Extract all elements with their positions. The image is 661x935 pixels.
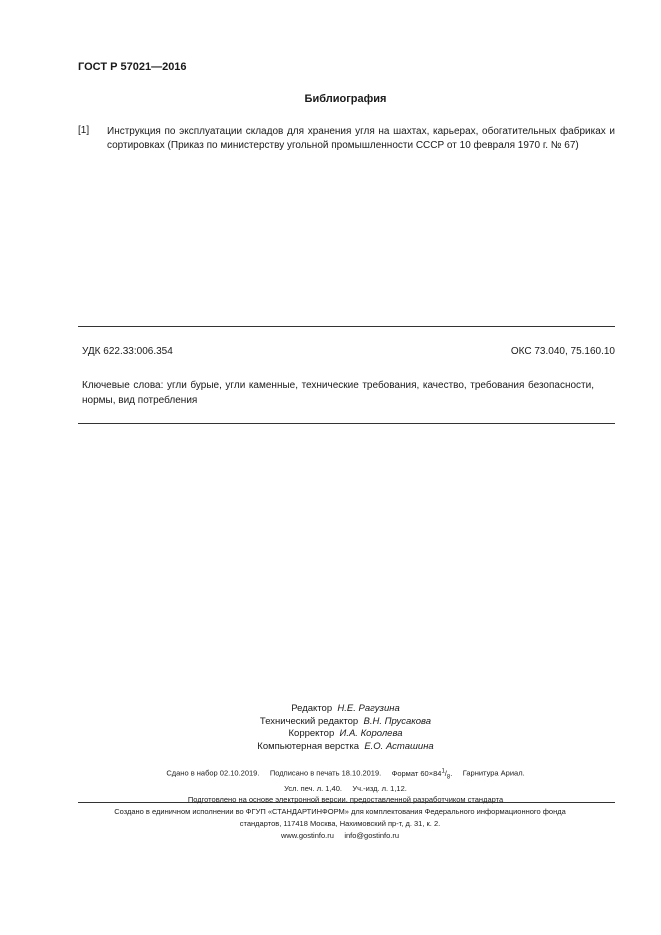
credit-proofreader bbox=[0, 728, 661, 741]
bibliography-item-number: [1] bbox=[78, 125, 90, 136]
credit-name: В.Н. Прусакова bbox=[363, 715, 432, 727]
credit-role: Редактор bbox=[291, 703, 333, 714]
typeface: Гарнитура Ариал. bbox=[462, 768, 525, 778]
publisher-sheets: Уч.-изд. л. 1,12. bbox=[352, 784, 407, 793]
footer-contacts bbox=[60, 830, 620, 842]
divider-top bbox=[78, 326, 615, 327]
footer bbox=[60, 806, 620, 842]
signed-date: Подписано в печать 18.10.2019. bbox=[269, 768, 382, 778]
credit-editor bbox=[0, 703, 661, 716]
udc-code: УДК 622.33:006.354 bbox=[82, 346, 173, 357]
oks-code: ОКС 73.040, 75.160.10 bbox=[510, 346, 615, 357]
credit-role: Компьютерная верстка bbox=[257, 740, 360, 752]
email-link[interactable]: info@gostinfo.ru bbox=[344, 831, 400, 840]
print-info-line-1 bbox=[0, 766, 661, 783]
prepared-note: Подготовлено на основе электронной версии, предоставленной разработчиком стандарта bbox=[187, 795, 504, 804]
print-sheets: Усл. печ. л. 1,40. bbox=[284, 784, 342, 793]
credits-block bbox=[0, 703, 661, 753]
print-info-line-2 bbox=[0, 783, 661, 794]
credit-tech-editor bbox=[0, 716, 661, 729]
credit-name: И.А. Королева bbox=[339, 728, 403, 739]
credit-role: Технический редактор bbox=[259, 715, 359, 727]
credit-name: Н.Е. Рагузина bbox=[337, 703, 400, 714]
bibliography-title: Библиография bbox=[304, 93, 387, 105]
keywords: Ключевые слова: угли бурые, угли каменные, технические требования, качество, требования безопасности, нормы, вид потребления bbox=[82, 380, 594, 406]
credit-name: Е.О. Асташина bbox=[364, 740, 434, 752]
bibliography-item-text: Инструкция по эксплуатации складов для хранения угля на шахтах, карьерах, обогатительных фабриках и сортировках (Приказ по министерству угольной промышленности СССР от 10 февраля 1970 г. № 67) bbox=[107, 126, 615, 151]
website-link[interactable]: www.gostinfo.ru bbox=[280, 831, 334, 840]
footer-line-1: Создано в единичном исполнении во ФГУП «СТАНДАРТИНФОРМ» для комплектования Федерального информационного фонда bbox=[114, 807, 566, 816]
credit-role: Корректор bbox=[288, 728, 335, 739]
credit-layout bbox=[0, 741, 661, 754]
footer-line-2: стандартов, 117418 Москва, Нахимовский пр-т, д. 31, к. 2. bbox=[239, 819, 441, 828]
typeset-date: Сдано в набор 02.10.2019. bbox=[166, 768, 260, 778]
standard-code: ГОСТ Р 57021—2016 bbox=[78, 61, 187, 73]
print-info-block bbox=[0, 766, 661, 805]
format: Формат $60\times 84^1/_8$. bbox=[391, 768, 453, 780]
divider-bottom bbox=[78, 423, 615, 424]
divider-footer bbox=[78, 802, 615, 803]
